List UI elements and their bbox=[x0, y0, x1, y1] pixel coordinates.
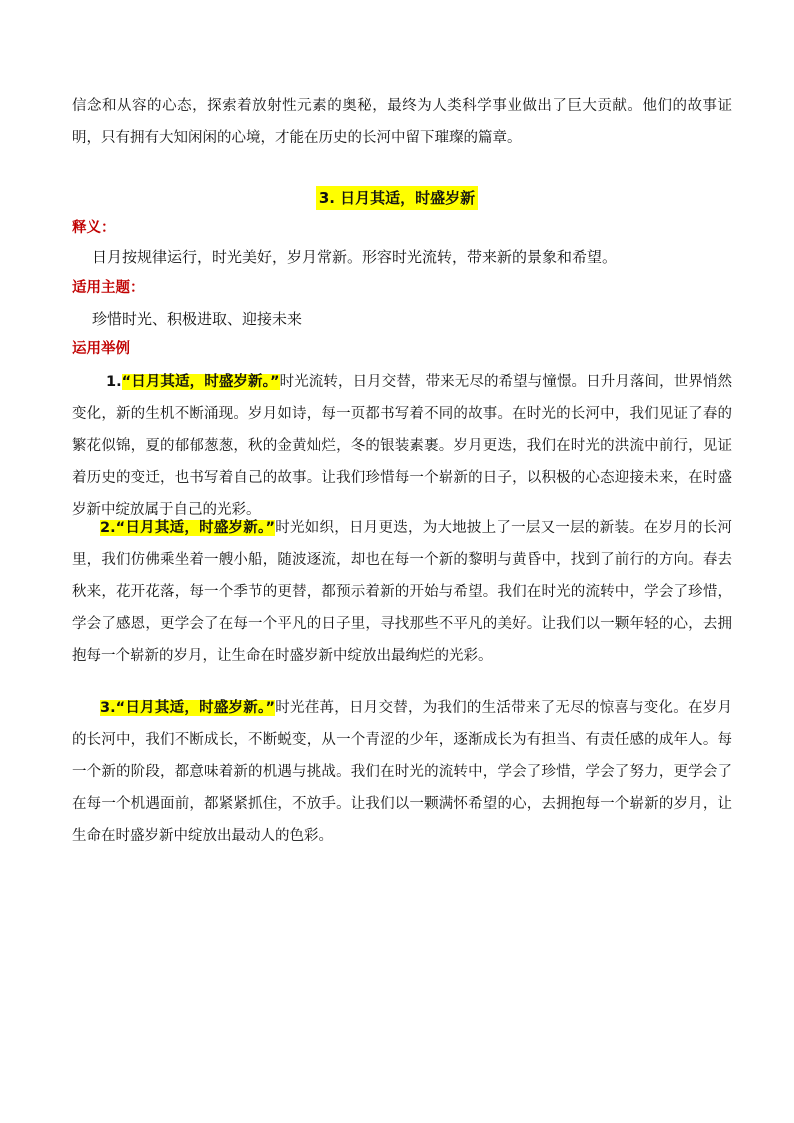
intro-paragraph: 信念和从容的心态，探索着放射性元素的奥秘，最终为人类科学事业做出了巨大贡献。他们的故事证明，只有拥有大知闲闲的心境，才能在历史的长河中留下璀璨的篇章。 bbox=[72, 98, 732, 146]
example-text: 时光如织，日月更迭，为大地披上了一层又一层的新装。在岁月的长河里，我们仿佛乘坐着一艘小船，随波逐流，却也在每一个新的黎明与黄昏中，找到了前行的方向。春去秋来，花开花落，每一个季节的更替，都预示着新的开始与希望。我们在时光的流转中，学会了珍惜，学会了感恩，更学会了在每一个平凡的日子里，寻找那些不平凡的美好。让我们以一颗年轻的心，去拥抱每一个崭新的岁月，让生命在时盛岁新中绽放出最绚烂的光彩。 bbox=[72, 520, 732, 664]
example-text: 时光荏苒，日月交替，为我们的生活带来了无尽的惊喜与变化。在岁月的长河中，我们不断成长，不断蜕变，从一个青涩的少年，逐渐成长为有担当、有责任感的成年人。每一个新的阶段，都意味着新的机遇与挑战。我们在时光的流转中，学会了珍惜，学会了努力，更学会了在每一个机遇面前，都紧紧抓住，不放手。让我们以一颗满怀希望的心，去拥抱每一个崭新的岁月，让生命在时盛岁新中绽放出最动人的色彩。 bbox=[72, 700, 732, 844]
example-number-highlight bbox=[100, 520, 275, 536]
example-paragraph-3 bbox=[72, 692, 732, 852]
example-number: 3. bbox=[100, 700, 116, 716]
example-number-highlight bbox=[100, 700, 275, 716]
theme-text: 珍惜时光、积极进取、迎接未来 bbox=[92, 310, 303, 328]
explanation-label: 释义： bbox=[72, 220, 116, 236]
example-text: 时光流转，日月交替，带来无尽的希望与憧憬。日升月落间，世界悄然变化，新的生机不断涌现。岁月如诗，每一页都书写着不同的故事。在时光的长河中，我们见证了春的繁花似锦，夏的郁郁葱葱，秋的金黄灿烂，冬的银装素裹。岁月更迭，我们在时光的洪流中前行，见证着历史的变迁，也书写着自己的故事。让我们珍惜每一个崭新的日子，以积极的心态迎接未来，在时盛岁新中绽放属于自己的光彩。 bbox=[72, 374, 733, 518]
theme-label: 适用主题： bbox=[72, 280, 145, 296]
section-title-wrap bbox=[0, 186, 794, 210]
explanation-text: 日月按规律运行，时光美好，岁月常新。形容时光流转，带来新的景象和希望。 bbox=[92, 248, 618, 266]
example-paragraph-2 bbox=[72, 512, 732, 672]
example-number: 1. bbox=[106, 374, 122, 390]
example-quote: “日月其适，时盛岁新。” bbox=[115, 520, 276, 536]
examples-label: 运用举例 bbox=[72, 341, 130, 357]
example-paragraph-1 bbox=[72, 366, 732, 526]
example-quote: “日月其适，时盛岁新。” bbox=[115, 700, 276, 716]
section-title: 3. 日月其适，时盛岁新 bbox=[316, 186, 478, 210]
example-number: 2. bbox=[100, 520, 116, 536]
example-quote-highlight: “日月其适，时盛岁新。” bbox=[121, 374, 280, 390]
